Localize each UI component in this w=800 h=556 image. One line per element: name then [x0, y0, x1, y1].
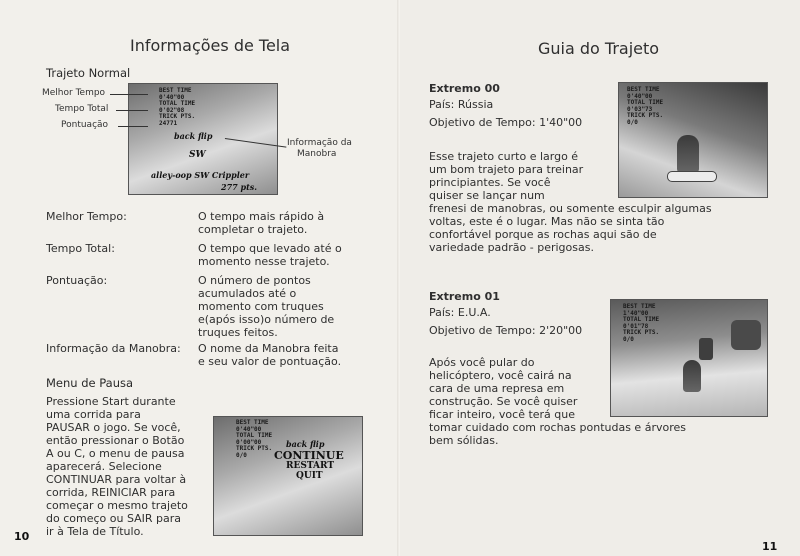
trick-combo: alley-oop SW Crippler — [151, 170, 250, 180]
course1-description: Esse trajeto curto e largo é um bom trajeto para treinar principiantes. Se você quiser se lançar num frenesi de manobras, ou somente esculpir algumas voltas, este é o lugar. Mas não se sinta tão confortável porque as rochas aqui são de variedade padrão - perigosas. — [429, 150, 712, 254]
pause-text: Pressione Start durante uma corrida para PAUSAR o jogo. Se você, então pressionar o Botão A ou C, o menu de pausa aparecerá. Selecione CONTINUAR para voltar à corrida, REINICIAR para começar o mesmo trajeto do começo ou SAIR para ir à Tela de Título. — [46, 395, 188, 538]
callout-line — [116, 110, 148, 111]
def-term-3: Pontuação: — [46, 274, 108, 287]
hud-readout: BEST TIME 0'40"00 TOTAL TIME 0'02"08 TRICK PTS. 24771 — [159, 87, 196, 127]
rock — [731, 320, 761, 350]
section-normal-heading: Trajeto Normal — [46, 66, 131, 80]
pause-screenshot — [213, 416, 363, 536]
course1-objective: Objetivo de Tempo: 1'40"00 — [429, 116, 583, 129]
trick-points: 277 pts. — [221, 182, 258, 192]
trick-name-2: SW — [189, 150, 206, 160]
right-page-title: Guia do Trajeto — [538, 39, 660, 58]
pause-hud-readout: BEST TIME 0'40"00 TOTAL TIME 0'00"00 TRICK PTS. 0/0 — [236, 419, 273, 459]
course2-hud-readout: BEST TIME 1'40"00 TOTAL TIME 0'01"78 TRICK PTS. 0/0 — [623, 303, 660, 343]
def-text-1: O tempo mais rápido à completar o trajeto. — [198, 210, 325, 236]
def-term-4: Informação da Manobra: — [46, 342, 181, 355]
course1-hud-readout: BEST TIME 0'40"00 TOTAL TIME 0'03"73 TRICK PTS. 0/0 — [627, 86, 664, 126]
section-pause-heading: Menu de Pausa — [46, 376, 134, 390]
callout-info-manobra-2: Manobra — [297, 149, 337, 159]
page-number-left: 10 — [14, 530, 30, 543]
callout-melhor-tempo: Melhor Tempo — [42, 88, 106, 98]
pause-menu-continue[interactable]: CONTINUE — [274, 449, 344, 462]
def-term-2: Tempo Total: — [46, 242, 115, 255]
def-term-1: Melhor Tempo: — [46, 210, 127, 223]
page-number-right: 11 — [762, 540, 778, 553]
course2-name: Extremo 01 — [429, 290, 500, 303]
callout-line — [118, 126, 148, 127]
def-text-4: O nome da Manobra feita e seu valor de pontuação. — [198, 342, 342, 368]
course2-objective: Objetivo de Tempo: 2'20"00 — [429, 324, 583, 337]
pause-menu-restart[interactable]: RESTART — [286, 461, 335, 471]
def-text-2: O tempo que levado até o momento nesse trajeto. — [198, 242, 342, 268]
callout-line — [110, 94, 148, 95]
course2-description: Após você pular do helicóptero, você cairá na cara de uma represa em construção. Se você quiser ficar inteiro, você terá que tomar cuidado com rochas pontudas e árvores bem sólidas. — [429, 356, 686, 447]
trick-name-1: back flip — [174, 131, 213, 141]
course1-name: Extremo 00 — [429, 82, 500, 95]
hud-screenshot — [128, 83, 278, 195]
pause-trick-name: back flip — [286, 439, 325, 449]
callout-info-manobra-1: Informação da — [287, 138, 352, 148]
callout-tempo-total: Tempo Total — [55, 104, 109, 114]
course2-country: País: E.U.A. — [429, 306, 491, 319]
callout-pontuacao: Pontuação — [61, 120, 109, 130]
right-page — [400, 0, 800, 556]
pause-menu-quit[interactable]: QUIT — [296, 471, 323, 481]
left-page-title: Informações de Tela — [130, 36, 291, 55]
def-text-3: O número de pontos acumulados até o momento com truques e(após isso)o número de truques feitos. — [198, 274, 335, 339]
rock — [699, 338, 713, 360]
course1-country: País: Rússia — [429, 98, 494, 111]
